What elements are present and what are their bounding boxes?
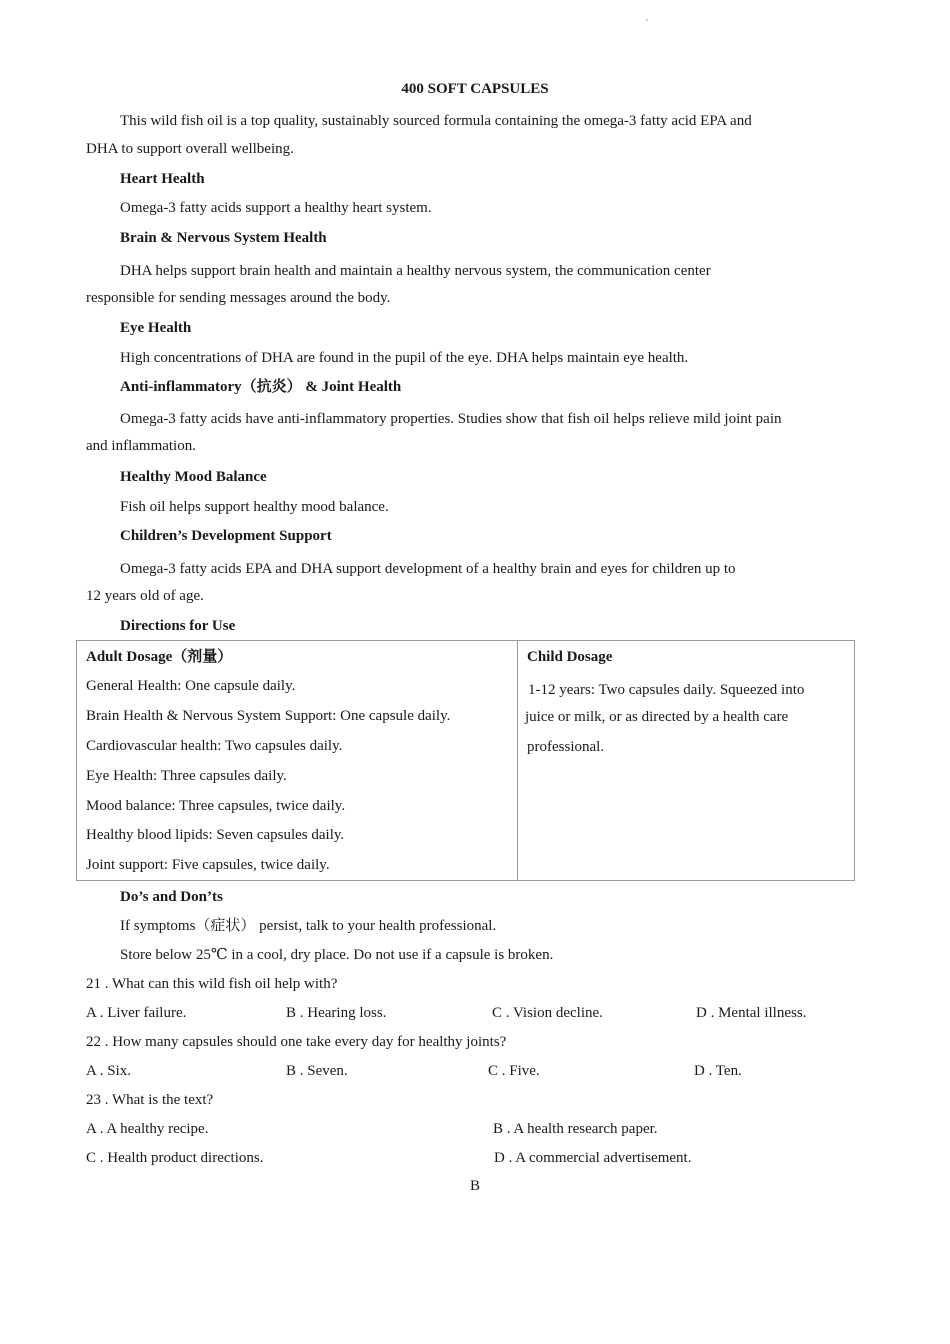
anti-text-2: and inflammation. [86, 438, 196, 454]
question-22-option-d: D . Ten. [694, 1063, 742, 1079]
adult-dosage-cell [77, 641, 518, 881]
page-title: 400 SOFT CAPSULES [401, 81, 549, 97]
dosage-table [76, 640, 855, 881]
children-text-2: 12 years old of age. [86, 588, 204, 604]
section-label: B [469, 1178, 480, 1194]
mood-text: Fish oil helps support healthy mood balance. [120, 499, 389, 515]
question-22-stem: 22 . How many capsules should one take every day for healthy joints? [86, 1034, 507, 1050]
intro-line-2: DHA to support overall wellbeing. [86, 141, 294, 157]
anti-text-1: Omega-3 fatty acids have anti-inflammatory properties. Studies show that fish oil helps relieve mild joint pain [120, 411, 782, 427]
mood-heading: Healthy Mood Balance [120, 469, 267, 485]
heart-text: Omega-3 fatty acids support a healthy heart system. [120, 200, 432, 216]
question-23-option-b: B . A health research paper. [493, 1121, 658, 1137]
question-21-option-a: A . Liver failure. [86, 1005, 187, 1021]
dos-line-2: Store below 25℃ in a cool, dry place. Do not use if a capsule is broken. [120, 947, 554, 963]
eye-heading: Eye Health [120, 320, 192, 336]
question-22-option-b: B . Seven. [286, 1063, 348, 1079]
child-dosage-line: professional. [527, 739, 605, 755]
question-23-option-c: C . Health product directions. [86, 1150, 264, 1166]
children-text-1: Omega-3 fatty acids EPA and DHA support development of a healthy brain and eyes for children up to [120, 561, 736, 577]
adult-dosage-line: Cardiovascular health: Two capsules daily. [86, 738, 343, 754]
dos-heading: Do’s and Don’ts [120, 889, 223, 905]
brain-heading: Brain & Nervous System Health [120, 230, 327, 246]
child-dosage-cell [518, 641, 855, 881]
question-21-option-c: C . Vision decline. [492, 1005, 603, 1021]
intro-line-1: This wild fish oil is a top quality, sustainably sourced formula containing the omega-3 fatty acid EPA and [120, 113, 752, 129]
brain-text-1: DHA helps support brain health and maintain a healthy nervous system, the communication center [120, 263, 711, 279]
adult-dosage-line: Joint support: Five capsules, twice daily. [86, 857, 330, 873]
header-mark: ' [646, 18, 648, 29]
question-23-option-d: D . A commercial advertisement. [494, 1150, 692, 1166]
question-23-option-a: A . A healthy recipe. [86, 1121, 209, 1137]
eye-text: High concentrations of DHA are found in the pupil of the eye. DHA helps maintain eye health. [120, 350, 689, 366]
adult-dosage-line: Mood balance: Three capsules, twice daily. [86, 798, 346, 814]
adult-dosage-line: Brain Health & Nervous System Support: One capsule daily. [86, 708, 451, 724]
question-21-stem: 21 . What can this wild fish oil help with? [86, 976, 338, 992]
anti-heading: Anti-inflammatory（抗炎） & Joint Health [120, 379, 402, 395]
heart-heading: Heart Health [120, 171, 205, 187]
child-dosage-line: juice or milk, or as directed by a health care [525, 709, 789, 725]
adult-dosage-heading: Adult Dosage（剂量） [86, 649, 233, 665]
adult-dosage-line: Eye Health: Three capsules daily. [86, 768, 287, 784]
dos-line-1: If symptoms（症状） persist, talk to your health professional. [120, 918, 497, 934]
directions-heading: Directions for Use [120, 618, 236, 634]
child-dosage-line: 1-12 years: Two capsules daily. Squeezed into [528, 682, 805, 698]
question-22-option-a: A . Six. [86, 1063, 132, 1079]
adult-dosage-line: Healthy blood lipids: Seven capsules daily. [86, 827, 345, 843]
question-22-option-c: C . Five. [488, 1063, 540, 1079]
children-heading: Children’s Development Support [120, 528, 332, 544]
brain-text-2: responsible for sending messages around the body. [86, 290, 391, 306]
question-21-option-d: D . Mental illness. [696, 1005, 807, 1021]
adult-dosage-line: General Health: One capsule daily. [86, 678, 296, 694]
child-dosage-heading: Child Dosage [527, 649, 613, 665]
question-23-stem: 23 . What is the text? [86, 1092, 214, 1108]
question-21-option-b: B . Hearing loss. [286, 1005, 387, 1021]
